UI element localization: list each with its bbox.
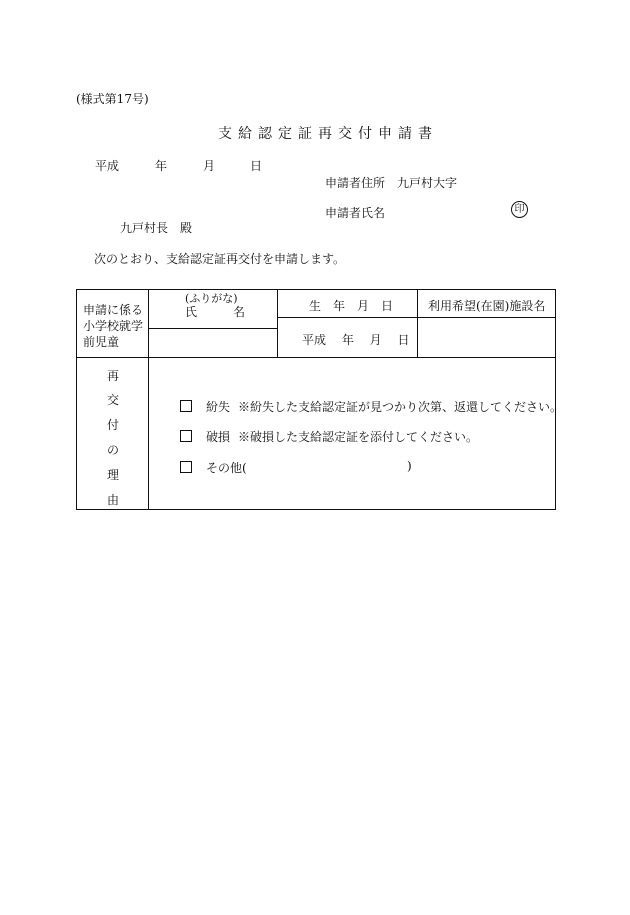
name-header: 氏 名 bbox=[185, 305, 246, 319]
checkbox-icon[interactable] bbox=[180, 461, 192, 473]
birth-value: 平成 年 月 日 bbox=[302, 333, 410, 347]
date-era: 平成 bbox=[95, 159, 120, 173]
reason-label-3: 付 bbox=[107, 418, 120, 432]
intro-text: 次のとおり、支給認定証再交付を申請します。 bbox=[94, 252, 346, 266]
date-month: 月 bbox=[203, 159, 216, 173]
option-lost[interactable] bbox=[180, 398, 230, 415]
reason-label-6: 由 bbox=[107, 493, 120, 507]
option-damaged-label: 破損 bbox=[206, 430, 231, 444]
checkbox-icon[interactable] bbox=[180, 400, 192, 412]
applicant-name-label: 申請者氏名 bbox=[325, 206, 386, 220]
option-damaged[interactable] bbox=[180, 428, 230, 445]
option-damaged-note: ※破損した支給認定証を添付してください。 bbox=[238, 430, 479, 444]
applicant-address-label: 申請者住所 bbox=[325, 176, 386, 190]
reason-label-4: の bbox=[107, 443, 120, 457]
checkbox-icon[interactable] bbox=[180, 430, 192, 442]
reason-label-1: 再 bbox=[107, 369, 120, 383]
form-number: (様式第17号) bbox=[76, 92, 149, 106]
date-year: 年 bbox=[155, 159, 168, 173]
option-other-label: その他( bbox=[206, 461, 247, 475]
facility-header: 利用希望(在園)施設名 bbox=[428, 299, 546, 313]
applicant-address-value: 九戸村大字 bbox=[397, 176, 458, 190]
birth-header: 生 年 月 日 bbox=[309, 299, 394, 313]
date-day: 日 bbox=[250, 159, 263, 173]
furigana-label: (ふりがな) bbox=[185, 292, 238, 305]
page-title: 支給認定証再交付申請書 bbox=[218, 126, 438, 142]
option-other-close: ) bbox=[407, 459, 412, 473]
child-label-line-3: 前児童 bbox=[83, 335, 120, 349]
seal-icon: 印 bbox=[511, 201, 528, 218]
option-lost-note: ※紛失した支給認定証が見つかり次第、返還してください。 bbox=[238, 400, 563, 414]
reason-label-5: 理 bbox=[107, 468, 120, 482]
option-lost-label: 紛失 bbox=[206, 400, 231, 414]
option-other[interactable] bbox=[180, 459, 247, 476]
addressee: 九戸村長 殿 bbox=[120, 221, 193, 235]
child-label-line-1: 申請に係る bbox=[83, 303, 144, 317]
reason-label-2: 交 bbox=[107, 393, 120, 407]
child-label-line-2: 小学校就学 bbox=[83, 319, 144, 333]
